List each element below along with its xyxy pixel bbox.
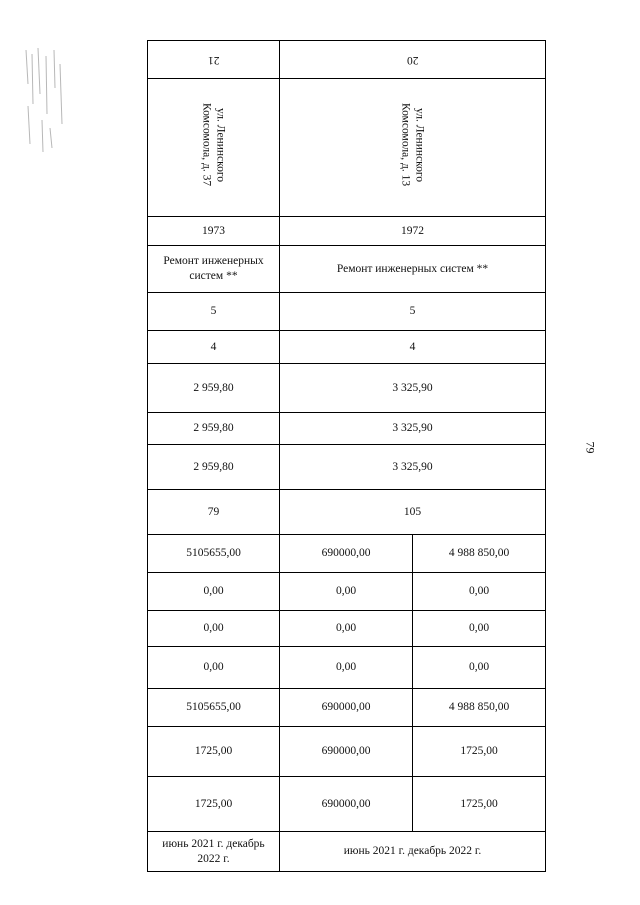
table-row (148, 727, 546, 777)
table-row (148, 832, 546, 872)
table-row (148, 41, 546, 79)
cell: 1725,00 (413, 727, 546, 777)
cell: 1725,00 (148, 777, 280, 832)
table-row (148, 490, 546, 535)
cell: 690000,00 (280, 777, 413, 832)
cell: 1725,00 (148, 727, 280, 777)
table-row (148, 79, 546, 217)
col21-number: 21 (148, 41, 280, 79)
cell: 0,00 (413, 611, 546, 647)
cell: 0,00 (280, 647, 413, 689)
year-c20: 1972 (280, 217, 546, 246)
cell: 2 959,80 (148, 364, 280, 413)
table-row (148, 535, 546, 573)
table-row (148, 364, 546, 413)
year-c21: 1973 (148, 217, 280, 246)
cell: 5105655,00 (148, 535, 280, 573)
cell: 105 (280, 490, 546, 535)
cell: 3 325,90 (280, 413, 546, 445)
faint-stamp-marks (20, 44, 72, 156)
cell: 0,00 (148, 647, 280, 689)
cell: 3 325,90 (280, 445, 546, 490)
cell: 690000,00 (280, 689, 413, 727)
cell: 690000,00 (280, 727, 413, 777)
cell: 0,00 (148, 573, 280, 611)
cell: 4 (280, 331, 546, 364)
table-row (148, 777, 546, 832)
cell: 1725,00 (413, 777, 546, 832)
cell: 0,00 (280, 573, 413, 611)
page-number: 79 (583, 441, 598, 454)
table-row (148, 413, 546, 445)
table-row (148, 293, 546, 331)
cell: 4 (148, 331, 280, 364)
table-row (148, 647, 546, 689)
cell: 2 959,80 (148, 445, 280, 490)
cell: 0,00 (148, 611, 280, 647)
period-c20: июнь 2021 г. декабрь 2022 г. (280, 832, 546, 872)
table-row (148, 445, 546, 490)
table-row (148, 217, 546, 246)
col20-address: ул. Ленинского Комсомола, д. 13 (280, 79, 546, 217)
work-type-c20: Ремонт инженерных систем ** (280, 246, 546, 293)
cell: 0,00 (280, 611, 413, 647)
cell: 690000,00 (280, 535, 413, 573)
table-row (148, 246, 546, 293)
work-type-c21: Ремонт инженерных систем ** (148, 246, 280, 293)
table-row (148, 573, 546, 611)
cell: 4 988 850,00 (413, 689, 546, 727)
period-c21: июнь 2021 г. декабрь 2022 г. (148, 832, 280, 872)
cell: 79 (148, 490, 280, 535)
table-row (148, 689, 546, 727)
cell: 2 959,80 (148, 413, 280, 445)
cell: 5 (280, 293, 546, 331)
col20-number: 20 (280, 41, 546, 79)
cell: 5 (148, 293, 280, 331)
table-row (148, 611, 546, 647)
cell: 0,00 (413, 647, 546, 689)
cell: 0,00 (413, 573, 546, 611)
cell: 5105655,00 (148, 689, 280, 727)
cell: 3 325,90 (280, 364, 546, 413)
cell: 4 988 850,00 (413, 535, 546, 573)
col21-address: ул. Ленинского Комсомола, д. 37 (148, 79, 280, 217)
table-row (148, 331, 546, 364)
repair-table (147, 40, 546, 872)
